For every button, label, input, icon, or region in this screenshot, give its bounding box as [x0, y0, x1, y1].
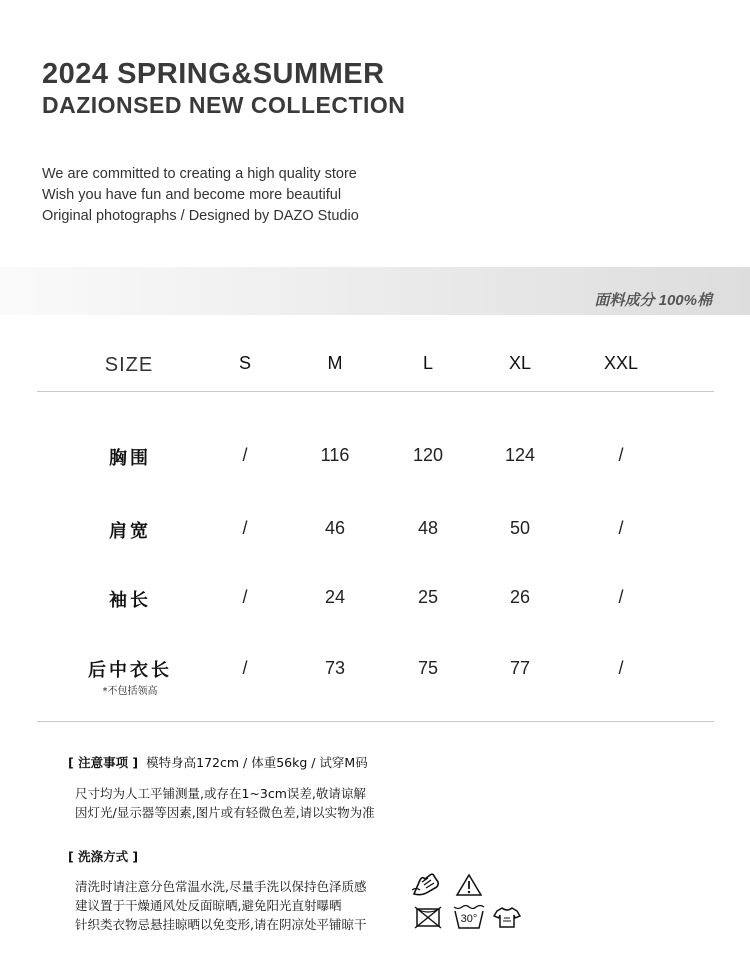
note-line-2: 因灯光/显示器等因素,图片或有轻微色差,请以实物为准 — [75, 805, 375, 820]
size-header-m: M — [327, 353, 343, 373]
table-cell: / — [618, 658, 624, 678]
fabric-composition: 面料成分 100%棉 — [594, 292, 712, 309]
flat-dry-shirt-icon — [493, 905, 521, 929]
washing-line-3: 针织类衣物忌悬挂晾晒以免变形,请在阴凉处平铺晾干 — [75, 917, 367, 932]
tagline-3: Original photographs / Designed by DAZO Studio — [42, 208, 359, 224]
collection-title: 2024 SPRING&SUMMER — [42, 58, 385, 90]
table-cell: 124 — [504, 445, 536, 465]
row-label-shoulder: 肩宽 — [109, 521, 151, 542]
row-label-chest: 胸围 — [109, 448, 151, 469]
table-cell: 25 — [417, 587, 439, 607]
tagline-1: We are committed to creating a high quality store — [42, 166, 357, 182]
row-note-back-length: *不包括领高 — [102, 686, 158, 697]
table-bottom-rule — [37, 721, 714, 722]
notes-title: [ 注意事项 ] — [68, 755, 139, 770]
table-cell: 75 — [417, 658, 439, 678]
size-column-header: SIZE — [104, 354, 154, 376]
wash-temperature: 30° — [460, 913, 478, 925]
model-info: 模特身高172cm / 体重56kg / 试穿M码 — [146, 755, 368, 770]
table-top-rule — [37, 391, 714, 392]
notes-heading-line — [68, 753, 368, 771]
size-header-s: S — [238, 353, 251, 373]
table-cell: 26 — [509, 587, 531, 607]
wash-30-icon — [452, 904, 486, 930]
table-cell: 50 — [509, 518, 531, 538]
hand-wash-icon — [410, 870, 442, 898]
table-cell: / — [242, 658, 248, 678]
size-header-xxl: XXL — [603, 353, 639, 373]
size-header-xl: XL — [508, 353, 532, 373]
table-cell: / — [242, 587, 248, 607]
washing-title: [ 洗涤方式 ] — [68, 849, 139, 864]
table-cell: 46 — [324, 518, 346, 538]
table-cell: 24 — [324, 587, 346, 607]
row-label-back-length: 后中衣长 — [88, 660, 172, 681]
no-tumble-dry-icon — [414, 905, 442, 929]
size-header-l: L — [422, 353, 433, 373]
table-cell: 73 — [324, 658, 346, 678]
warning-icon — [455, 873, 483, 897]
table-cell: 48 — [417, 518, 439, 538]
table-cell: 120 — [412, 445, 444, 465]
note-line-1: 尺寸均为人工平铺测量,或存在1~3cm误差,敬请谅解 — [75, 786, 366, 801]
washing-line-1: 清洗时请注意分色常温水洗,尽量手洗以保持色泽质感 — [75, 879, 367, 894]
table-cell: / — [618, 445, 624, 465]
collection-subtitle: DAZIONSED NEW COLLECTION — [42, 92, 406, 118]
row-label-sleeve: 袖长 — [109, 590, 151, 611]
table-cell: 77 — [509, 658, 531, 678]
table-cell: 116 — [320, 445, 350, 465]
table-cell: / — [618, 518, 624, 538]
tagline-2: Wish you have fun and become more beautiful — [42, 187, 342, 203]
table-cell: / — [242, 445, 248, 465]
table-cell: / — [618, 587, 624, 607]
table-cell: / — [242, 518, 248, 538]
washing-line-2: 建议置于干燥通风处反面晾晒,避免阳光直射曝晒 — [75, 898, 342, 913]
